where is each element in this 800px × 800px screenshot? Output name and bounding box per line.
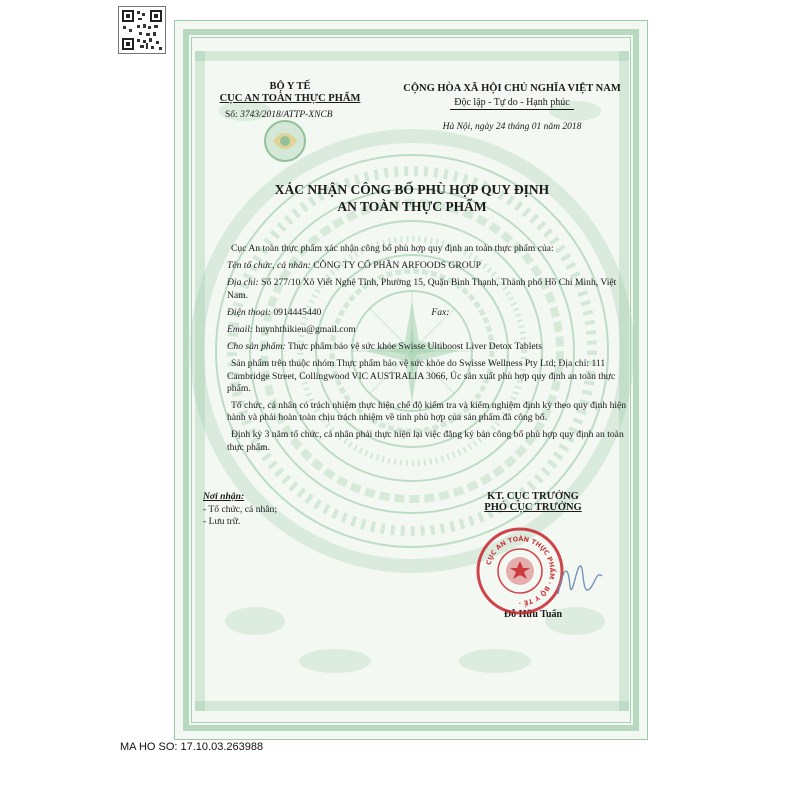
vfa-logo-icon [263, 119, 307, 163]
address-label: Địa chỉ: [227, 277, 259, 289]
origin-paragraph: Sản phẩm trên thuộc nhóm Thực phẩm bảo vệ sức khỏe do Swisse Wellness Pty Ltd; Địa chỉ: 111 Cambridge Street, Collingwood VIC AUSTRALIA 3066, Úc sản xuất phù hợp quy định an toàn thực phẩm. [227, 358, 616, 394]
email-label: Email: [227, 324, 254, 336]
issuer-header [215, 81, 365, 120]
qr-code [118, 6, 166, 54]
responsibility-paragraph: Tổ chức, cá nhân có trách nhiệm thực hiện chế độ kiểm tra và kiểm nghiệm định kỳ theo quy định hiện hành và phải hoàn toàn chịu trách nhiệm về tính phù hợp của sản phẩm đã công bố. [227, 400, 627, 424]
signer-role: KT. CỤC TRƯỞNG [487, 491, 579, 502]
record-code: MA HO SO: 17.10.03.263988 [120, 741, 264, 753]
organization-label: Tên tổ chức, cá nhân: [227, 260, 311, 272]
recipients-heading: Nơi nhận: [203, 491, 245, 502]
document-title [215, 181, 609, 215]
handwritten-signature-icon [550, 556, 610, 606]
email-line [227, 324, 627, 336]
certificate-document [174, 20, 648, 740]
recipient-item: - Lưu trữ. [203, 516, 241, 527]
contact-line [227, 307, 627, 319]
phone-value: 0914445440 [273, 306, 322, 318]
renewal-paragraph: Định kỳ 3 năm tổ chức, cá nhân phải thực hiện lại việc đăng ký bản công bố phù hợp quy định an toàn thực phẩm. [227, 429, 624, 453]
address-value: Số 277/10 Xô Viết Nghệ Tĩnh, Phường 15, Quận Bình Thạnh, Thành phố Hồ Chí Minh, Việt Nam. [227, 277, 617, 301]
country-name: CỘNG HÒA XÃ HỘI CHỦ NGHĨA VIỆT NAM [403, 83, 621, 94]
product-line [227, 341, 627, 353]
document-number-value: 3743/2018/ATTP-XNCB [240, 110, 333, 120]
email-value: huynhthikieu@gmail.com [255, 324, 356, 336]
issue-date: Hà Nội, ngày 24 tháng 01 năm 2018 [442, 122, 582, 132]
recipients-block [203, 491, 363, 529]
svg-text:CỤC AN TOÀN THỰC PHẨM · BỘ Y T: CỤC AN TOÀN THỰC PHẨM · BỘ Y TẾ · [484, 534, 557, 608]
department-name: CỤC AN TOÀN THỰC PHẨM [219, 93, 361, 104]
intro-text: Cục An toàn thực phẩm xác nhận công bố phù hợp quy định an toàn thực phẩm của: [231, 243, 554, 254]
address-line [227, 277, 627, 301]
product-value: Thực phẩm bảo vệ sức khỏe Swisse Ultiboost Liver Detox Tablets [287, 341, 543, 353]
national-header [387, 83, 637, 132]
product-label: Cho sản phẩm: [227, 341, 286, 353]
organization-line [227, 260, 627, 272]
signer-name: Đỗ Hữu Tuấn [503, 609, 563, 620]
title-line-2: AN TOÀN THỰC PHẨM [337, 199, 487, 214]
fax-label: Fax: [431, 306, 450, 318]
document-body [227, 243, 627, 454]
title-line-1: XÁC NHẬN CÔNG BỐ PHÙ HỢP QUY ĐỊNH [274, 182, 550, 197]
organization-value: CÔNG TY CỔ PHẦN ARFOODS GROUP [313, 260, 481, 272]
document-number-label: Số: [225, 110, 238, 120]
recipient-item: - Tổ chức, cá nhân; [203, 503, 278, 515]
national-motto: Độc lập - Tự do - Hạnh phúc [450, 97, 573, 110]
ministry-name: BỘ Y TẾ [269, 81, 311, 92]
phone-label: Điện thoại: [227, 306, 271, 318]
signer-title: PHÓ CỤC TRƯỞNG [484, 502, 582, 513]
